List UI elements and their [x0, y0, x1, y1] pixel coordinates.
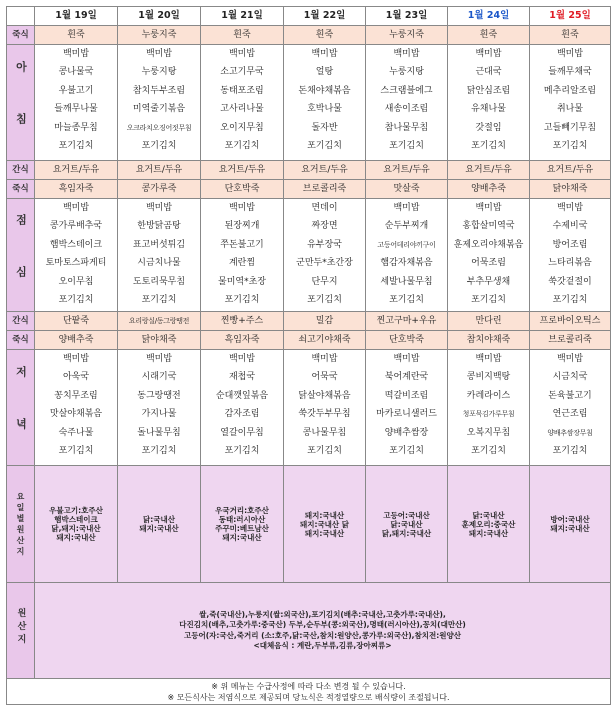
- menu-cell: 요거트/두유: [366, 161, 448, 180]
- row-label: 간식: [7, 161, 35, 180]
- row-label: 저 녁: [7, 350, 35, 466]
- menu-cell: 백미밥 북어계란국 떡갈비조림 마카로니샐러드 양배추쌈장 포기김치: [366, 350, 448, 466]
- row-label: 죽식: [7, 180, 35, 199]
- date-cell: 1월 23일: [366, 7, 448, 26]
- menu-cell: 백미밥 순두부찌개 고등어데리야끼구이 햄감자채볶음 세발나물무침 포기김치: [366, 199, 448, 312]
- daily-origin-row: [7, 466, 611, 583]
- menu-cell: 단호박죽: [201, 180, 284, 199]
- date-cell-saturday: 1월 24일: [448, 7, 530, 26]
- morning-porridge-row: [7, 26, 611, 45]
- menu-cell: 흰죽: [35, 26, 118, 45]
- origin-row: [7, 583, 611, 679]
- menu-cell: 백미밥 어묵국 닭살야채볶음 쑥갓두부무침 콩나물무침 포기김치: [284, 350, 366, 466]
- morning-snack-row: [7, 161, 611, 180]
- menu-cell: 백미밥 콩비지백탕 카레라이스 청포묵김가루무침 오복지무침 포기김치: [448, 350, 530, 466]
- lunch-porridge-row: [7, 180, 611, 199]
- menu-cell: 흑임자죽: [201, 331, 284, 350]
- lunch-row: [7, 199, 611, 312]
- menu-cell: 면데이 짜장면 유부장국 군만두*초간장 단무지 포기김치: [284, 199, 366, 312]
- origin-cell: 우국거리:호주산 동태:러시아산 주꾸미:베트남산 돼지:국내산: [201, 466, 284, 583]
- dinner-porridge-row: [7, 331, 611, 350]
- row-label: 요일별 원산지: [7, 466, 35, 583]
- menu-cell: 찐고구마+우유: [366, 312, 448, 331]
- origin-cell: 돼지:국내산 돼지:국내산 닭 돼지:국내산: [284, 466, 366, 583]
- menu-cell: 백미밥 시금치국 돈육불고기 연근조림 양배추쌈장무침 포기김치: [530, 350, 611, 466]
- note-line: ※ 위 메뉴는 수급사정에 따라 다소 변경 될 수 있습니다.: [211, 681, 406, 691]
- menu-cell: 콩가루죽: [118, 180, 201, 199]
- menu-cell: 양배추죽: [448, 180, 530, 199]
- menu-cell: 요거트/두유: [530, 161, 611, 180]
- date-cell: 1월 19일: [35, 7, 118, 26]
- row-label: 점 심: [7, 199, 35, 312]
- origin-cell: 고등어:국내산 닭:국내산 닭,돼지:국내산: [366, 466, 448, 583]
- notes-row: [7, 679, 611, 705]
- menu-cell: 쇠고기야채죽: [284, 331, 366, 350]
- menu-cell: 백미밥 시래기국 동그랑땡전 가지나물 돌나물무침 포기김치: [118, 350, 201, 466]
- breakfast-row: [7, 45, 611, 161]
- row-label: 아 침: [7, 45, 35, 161]
- date-header-row: [7, 7, 611, 26]
- date-cell: 1월 21일: [201, 7, 284, 26]
- menu-cell: 맛살죽: [366, 180, 448, 199]
- weekly-menu-table: [6, 6, 611, 705]
- menu-cell: 닭야채죽: [530, 180, 611, 199]
- menu-cell: 흰죽: [448, 26, 530, 45]
- menu-cell: 요거트/두유: [118, 161, 201, 180]
- menu-cell: 백미밥 된장찌개 쭈돈불고기 계란찜 물미역*초장 포기김치: [201, 199, 284, 312]
- note-line: ※ 모든식사는 저염식으로 제공되며 당뇨식은 적정열량으로 배식량이 조절됩니다.: [167, 692, 450, 702]
- menu-cell: 양배추죽: [35, 331, 118, 350]
- afternoon-snack-row: [7, 312, 611, 331]
- menu-cell: 백미밥 콩가루배추국 햄박스테이크 토마토스파게티 오이무침 포기김치: [35, 199, 118, 312]
- menu-cell: 밀감: [284, 312, 366, 331]
- row-label: 간식: [7, 312, 35, 331]
- menu-cell: 프로바이오틱스: [530, 312, 611, 331]
- menu-cell: 백미밥 얼탕 돈채야채볶음 호박나물 돌자반 포기김치: [284, 45, 366, 161]
- menu-cell: 요거트/두유: [448, 161, 530, 180]
- menu-cell: 백미밥 재첩국 순대깻잎볶음 감자조림 열갈이무침 포기김치: [201, 350, 284, 466]
- date-cell: 1월 22일: [284, 7, 366, 26]
- menu-cell: 요거트/두유: [35, 161, 118, 180]
- menu-cell: 흰죽: [201, 26, 284, 45]
- menu-cell: 백미밥 콩나물국 우불고기 들깨무나물 마늘종무침 포기김치: [35, 45, 118, 161]
- menu-cell: 닭야채죽: [118, 331, 201, 350]
- menu-cell: 만다린: [448, 312, 530, 331]
- menu-cell: 누룽지죽: [118, 26, 201, 45]
- menu-cell: 백미밥 누룽지탕 스크램블에그 새송이조림 참나물무침 포기김치: [366, 45, 448, 161]
- menu-cell: 흰죽: [284, 26, 366, 45]
- menu-cell: 브로콜리죽: [530, 331, 611, 350]
- row-label: 죽식: [7, 26, 35, 45]
- origin-cell: 닭:국내산 훈제오리:중국산 돼지:국내산: [448, 466, 530, 583]
- date-cell-sunday: 1월 25일: [530, 7, 611, 26]
- menu-cell: 브로콜리죽: [284, 180, 366, 199]
- row-label: 죽식: [7, 331, 35, 350]
- origin-cell: 닭:국내산 돼지:국내산: [118, 466, 201, 583]
- menu-cell: 백미밥 누룽지탕 참치두부조림 미역줄기볶음 오크라치오징어젓무침 포기김치: [118, 45, 201, 161]
- origin-cell: 방어:국내산 돼지:국내산: [530, 466, 611, 583]
- menu-sheet: [6, 6, 610, 705]
- corner-cell: [7, 7, 35, 26]
- menu-cell: 누룽지죽: [366, 26, 448, 45]
- menu-cell: 흰죽: [530, 26, 611, 45]
- menu-cell: 참치야채죽: [448, 331, 530, 350]
- menu-cell: 요리랑실/동그랑땡전: [118, 312, 201, 331]
- menu-cell: 백미밥 한방닭곰탕 표고버섯튀김 시금치나물 도토리묵무침 포기김치: [118, 199, 201, 312]
- menu-cell: 요거트/두유: [201, 161, 284, 180]
- row-label: 원산지: [7, 583, 35, 679]
- menu-cell: 요거트/두유: [284, 161, 366, 180]
- menu-cell: 단팥죽: [35, 312, 118, 331]
- menu-cell: 흑임자죽: [35, 180, 118, 199]
- origin-summary-cell: 쌀,죽(국내산),누룽지(쌀:외국산),포기김치(배추:국내산,고춧가루:국내산), 다진김치(배추,고춧가루:중국산) 두부,순두부(콩:외국산),명태(러시아산),꽁치(대만산) 고등어(자:국산,죽거리 (소:호주,닭:국산,참치:원양산,콩가루:외국산),참치전:원양산 <대체음식 : 계란,두부류,김류,장아찌류>: [35, 583, 611, 679]
- notes-cell: [7, 679, 611, 705]
- dinner-row: [7, 350, 611, 466]
- menu-cell: 백미밥 아욱국 꽁치무조림 맛살야채볶음 숙주나물 포기김치: [35, 350, 118, 466]
- date-cell: 1월 20일: [118, 7, 201, 26]
- menu-cell: 백미밥 들깨무채국 메추리알조림 취나물 고들빼기무침 포기김치: [530, 45, 611, 161]
- menu-cell: 백미밥 근대국 닭안심조림 유채나물 갓절임 포기김치: [448, 45, 530, 161]
- menu-cell: 백미밥 홍합살미역국 훈제오리야채볶음 어묵조림 부추무생채 포기김치: [448, 199, 530, 312]
- menu-cell: 백미밥 소고기무국 동태포조림 고사리나물 오이지무침 포기김치: [201, 45, 284, 161]
- menu-cell: 찐빵+주스: [201, 312, 284, 331]
- menu-cell: 백미밥 수제비국 방어조림 느타리볶음 쑥갓겉절이 포기김치: [530, 199, 611, 312]
- menu-cell: 단호박죽: [366, 331, 448, 350]
- origin-cell: 우불고기:호주산 햄박스테이크 닭,돼지:국내산 돼지:국내산: [35, 466, 118, 583]
